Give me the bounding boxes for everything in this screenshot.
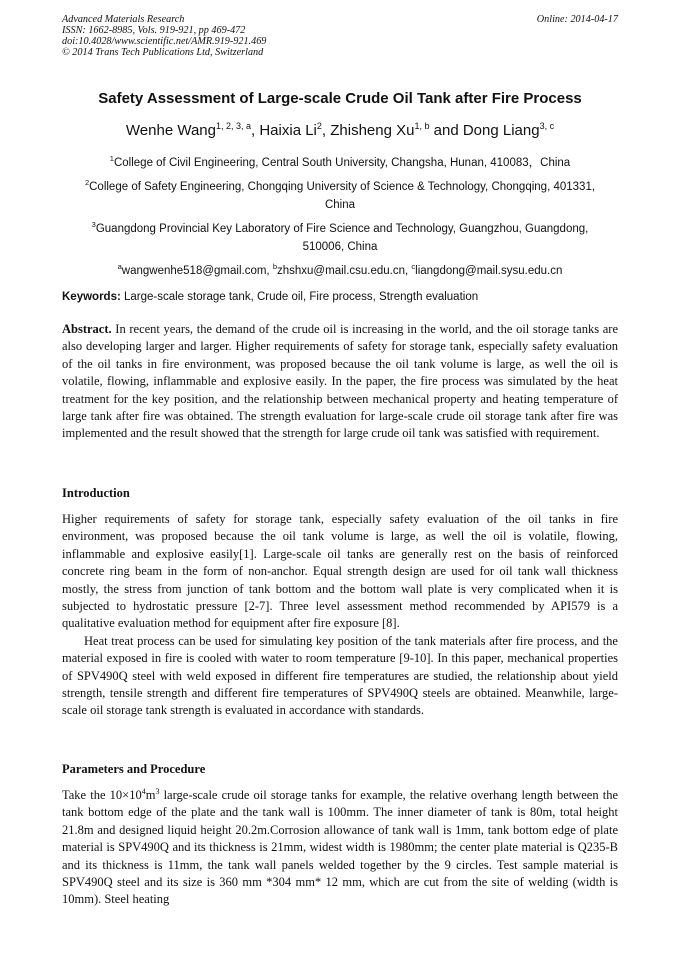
aff-text: Guangdong Provincial Key Laboratory of Fire Science and Technology, Guangzhou, Guangdong, 510006, China: [95, 222, 589, 253]
aff-sup: 3: [91, 220, 96, 229]
aff-text: College of Safety Engineering, Chongqing University of Science & Technology, Chongqing, 401331, China: [89, 180, 596, 211]
journal-header: [62, 14, 618, 58]
paragraph: Heat treat process can be used for simulating key position of the tank materials after fire process, and the material exposed in fire is cooled with water to room temperature [9-10]. In this paper, mechanical properties of SPV490Q steel with weld exposed in different fire temperatures are studied, the relationship about yield strength, tensile strength and different fire temperatures of SPV490Q steels are obtained. Meanwhile, large-scale oil storage tank strength is evaluated in accordance with standards.: [62, 633, 618, 718]
author-sup: 3, c: [539, 121, 555, 131]
author-list: [40, 121, 640, 139]
email-text: liangdong@mail.sysu.edu.cn: [415, 264, 563, 277]
author-sup: 1, 2, 3, a: [215, 121, 252, 131]
paragraph: [62, 787, 618, 909]
aff-sup: 2: [84, 178, 90, 187]
keywords: [62, 291, 618, 303]
affiliation-3: [70, 216, 610, 256]
introduction-body: [62, 511, 618, 720]
journal-copyright: © 2014 Trans Tech Publications Ltd, Switzerland: [62, 47, 264, 58]
email-text: zhshxu@mail.csu.edu.cn,: [277, 264, 412, 277]
paper-title: Safety Assessment of Large-scale Crude Oil Tank after Fire Process: [98, 90, 582, 107]
section-heading-introduction: Introduction: [62, 486, 130, 500]
author-name: , Zhisheng Xu: [321, 122, 415, 139]
author-name: and Dong Liang: [429, 122, 540, 139]
author-emails: [62, 258, 618, 280]
aff-sup: 1: [109, 154, 114, 163]
email-sup: b: [272, 262, 277, 271]
journal-doi: doi:10.4028/www.scientific.net/AMR.919-921.469: [62, 36, 267, 47]
author-sup: 2: [316, 121, 322, 131]
section-heading-parameters: Parameters and Procedure: [62, 762, 206, 776]
aff-text: College of Civil Engineering, Central South University, Changsha, Hunan, 410083，China: [113, 156, 571, 169]
email-sup: c: [411, 262, 416, 271]
text-run: m: [145, 788, 156, 802]
text-run: large-scale crude oil storage tanks for example, the relative overhang length between the tank bottom edge of the plate and the tank wall is 100mm. The inner diameter of tank is 80m, total height 21.8m and designed liquid height 20.2m.Corrosion allowance of tank wall is 1mm, tank bottom edge of plate material is SPV490Q and its thickness is 21mm, widest width is 1980mm; the center plate material is Q235-B and its thickness is 11mm, the tank wall panels welded together by the 9 circles. Test sample material is SPV490Q steel and its size is 360 mm *304 mm* 12 mm, which are cut from the site of welding (width is 10mm). Steel heating: [62, 788, 618, 907]
superscript: 4: [141, 786, 146, 796]
keywords-text: Large-scale storage tank, Crude oil, Fire process, Strength evaluation: [120, 291, 479, 303]
email-text: wangwenhe518@gmail.com,: [121, 264, 273, 277]
author-name: , Haixia Li: [251, 122, 317, 139]
author-sup: 1, b: [414, 121, 430, 131]
author-name: Wenhe Wang: [125, 122, 216, 139]
journal-issn: ISSN: 1662-8985, Vols. 919-921, pp 469-472: [62, 25, 246, 36]
email-sup: a: [117, 262, 122, 271]
online-date: Online: 2014-04-17: [536, 14, 618, 25]
affiliation-2: [76, 174, 604, 214]
parameters-body: [62, 787, 618, 909]
text-run: Take the 10×10: [62, 788, 142, 802]
affiliation-1: [62, 150, 618, 172]
journal-name: Advanced Materials Research: [62, 14, 185, 25]
superscript: 3: [155, 786, 160, 796]
abstract: [62, 321, 618, 443]
abstract-text: In recent years, the demand of the crude oil is increasing in the world, and the oil storage tanks are also developing larger and larger. Higher requirements of safety for storage tank, especially safety evaluation of the oil tanks in fire environment, was proposed because the oil tank volume is large, as well the oil is volatile, flowing, inflammable and explosive easily. In the paper, the fire process was simulated by the heat treatment for the key position, and the relationship between mechanical property and heating temperature of large tank after fire was obtained. The strength evaluation for large-scale crude oil storage tank after fire was implemented and the result showed that the strength for large crude oil tank was satisfied with requirement.: [62, 322, 618, 441]
paragraph: Higher requirements of safety for storage tank, especially safety evaluation of the oil tanks in fire environment, was proposed because the oil tank volume is large, as well the oil is volatile, flowing, inflammable and explosive easily[1]. Large-scale oil tanks are generally rest on the basis of reinforced concrete ring beam in the form of non-anchor. Equal strength design are used for oil tank wall thickness mostly, the stress from junction of tank bottom and the bottom wall plate is very complicated when it is subjected to hydrostatic pressure [2-7]. Three level assessment method recommended by API579 is a qualitative evaluation method for equipment after fire exposure [8].: [62, 512, 618, 631]
keywords-label: Keywords:: [62, 291, 121, 303]
abstract-label: Abstract.: [62, 322, 112, 336]
